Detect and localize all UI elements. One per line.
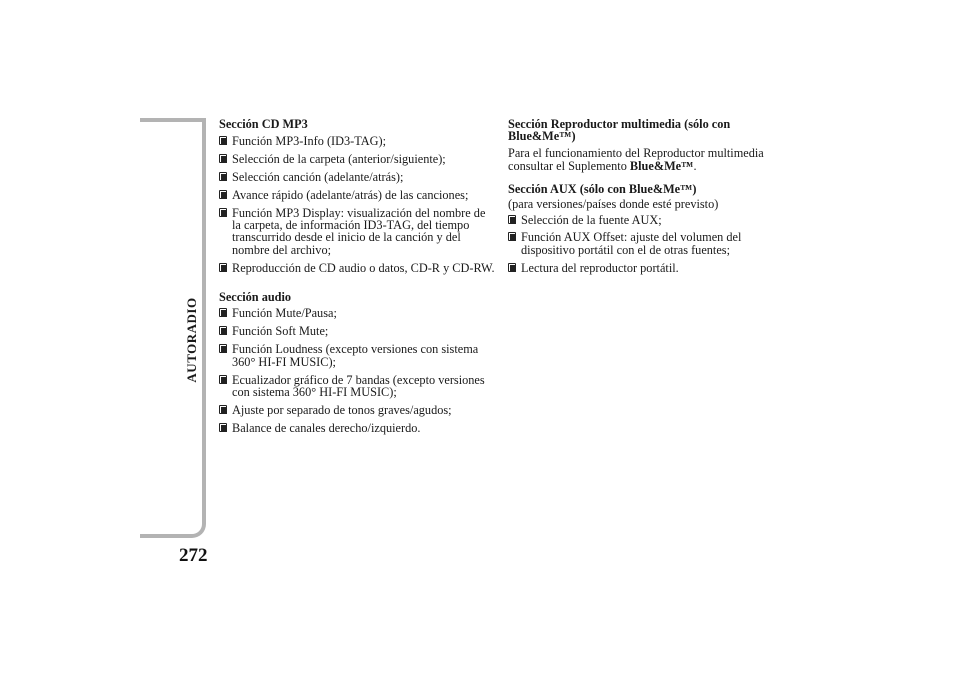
section-heading: Sección audio: [219, 289, 292, 304]
section-subheading: (para versiones/países donde esté previsto): [508, 196, 719, 211]
checkbox-bullet-icon: [508, 215, 516, 224]
checkbox-bullet-icon: [219, 190, 227, 199]
list-item: Función MP3-Info (ID3-TAG);: [219, 135, 495, 147]
list-item: Función AUX Offset: ajuste del volumen del dispositivo portátil con el de otras fuentes;: [508, 231, 768, 256]
checkbox-bullet-icon: [219, 375, 227, 384]
checkbox-bullet-icon: [219, 308, 227, 317]
page-number: 272: [179, 545, 208, 566]
section-audio: [219, 291, 495, 435]
checkbox-bullet-icon: [508, 232, 516, 241]
side-section-title: AUTORADIO: [184, 297, 199, 383]
checkbox-bullet-icon: [219, 136, 227, 145]
section-heading: Sección AUX (sólo con Blue&Me™): [508, 182, 697, 197]
list-item: Función MP3 Display: visualización del nombre de la carpeta, de información ID3-TAG, del tiempo transcurrido desde el inicio de la canción y del nombre del archivo;: [219, 207, 495, 257]
left-column: [219, 118, 495, 440]
section-heading: Sección CD MP3: [219, 117, 308, 131]
list-item: Ecualizador gráfico de 7 bandas (excepto versiones con sistema 360° HI-FI MUSIC);: [219, 374, 495, 399]
checkbox-bullet-icon: [219, 263, 227, 272]
list-item: Lectura del reproductor portátil.: [508, 262, 768, 274]
checkbox-bullet-icon: [219, 405, 227, 414]
list-item: Reproducción de CD audio o datos, CD-R y CD-RW.: [219, 262, 495, 274]
feature-list: [219, 307, 495, 434]
section-media-player: [508, 118, 768, 172]
list-item: Avance rápido (adelante/atrás) de las canciones;: [219, 189, 495, 201]
checkbox-bullet-icon: [508, 263, 516, 272]
list-item: Ajuste por separado de tonos graves/agudos;: [219, 404, 495, 416]
section-paragraph: Para el funcionamiento del Reproductor multimedia consultar el Suplemento Blue&Me™.: [508, 146, 764, 173]
section-aux: [508, 183, 768, 274]
right-column: [508, 118, 768, 280]
checkbox-bullet-icon: [219, 208, 227, 217]
list-item: Función Loudness (excepto versiones con sistema 360° HI-FI MUSIC);: [219, 343, 495, 368]
list-item: Balance de canales derecho/izquierdo.: [219, 422, 495, 434]
checkbox-bullet-icon: [219, 423, 227, 432]
checkbox-bullet-icon: [219, 326, 227, 335]
checkbox-bullet-icon: [219, 154, 227, 163]
list-item: Selección de la carpeta (anterior/siguiente);: [219, 153, 495, 165]
feature-list: [508, 214, 768, 275]
list-item: Selección canción (adelante/atrás);: [219, 171, 495, 183]
list-item: Selección de la fuente AUX;: [508, 214, 768, 226]
list-item: Función Mute/Pausa;: [219, 307, 495, 319]
section-cd-mp3: [219, 118, 495, 274]
checkbox-bullet-icon: [219, 172, 227, 181]
feature-list: [219, 135, 495, 274]
list-item: Función Soft Mute;: [219, 325, 495, 337]
section-heading: Sección Reproductor multimedia (sólo con Blue&Me™): [508, 117, 731, 144]
checkbox-bullet-icon: [219, 344, 227, 353]
